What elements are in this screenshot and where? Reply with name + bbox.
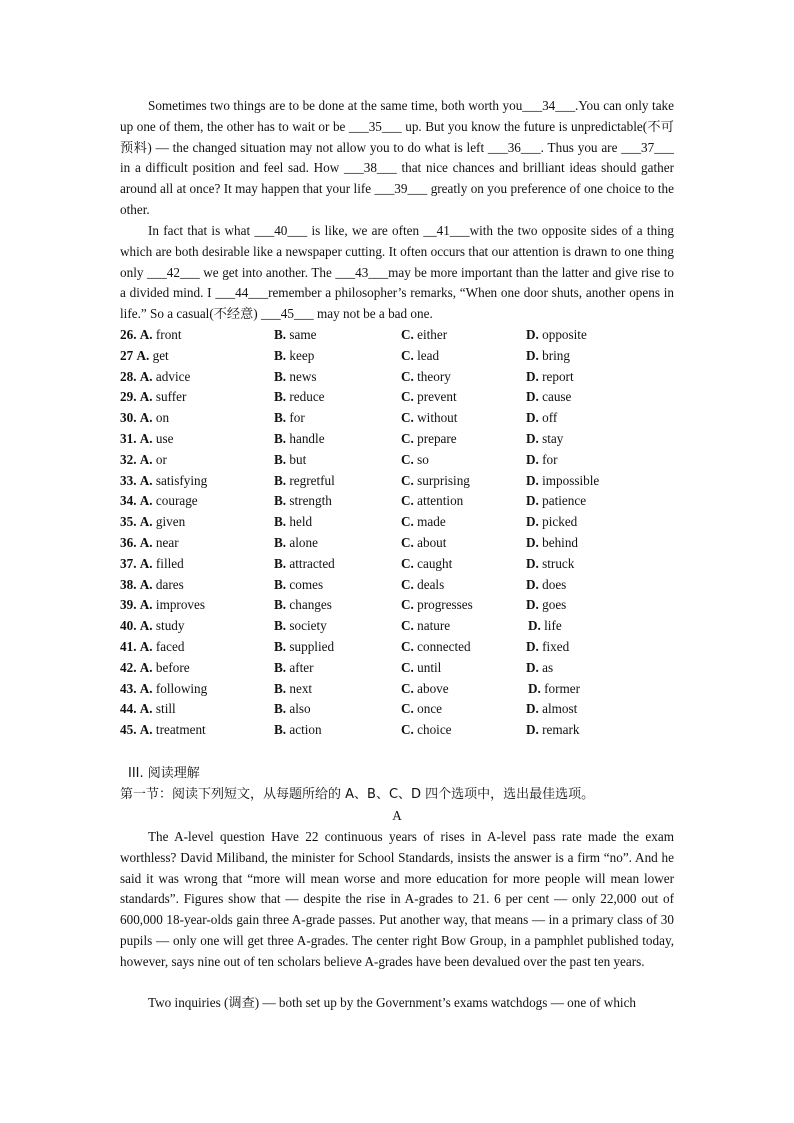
option-b: [274, 450, 306, 471]
cloze-paragraph-1: [120, 96, 674, 221]
option-text: as: [542, 659, 554, 675]
option-letter: D.: [526, 597, 539, 613]
option-text: either: [417, 327, 448, 342]
option-d: [526, 658, 553, 679]
option-text: use: [155, 431, 174, 446]
option-letter: B.: [274, 597, 287, 613]
option-text: fixed: [542, 639, 570, 654]
question-number: 35.: [120, 514, 137, 530]
question-number: 40.: [120, 618, 137, 634]
question-number: 36.: [120, 535, 137, 550]
option-d: [528, 679, 580, 700]
option-text: so: [417, 451, 429, 467]
option-text: for: [289, 410, 305, 426]
option-text: opposite: [542, 327, 587, 342]
option-letter: D.: [526, 347, 539, 363]
question-row: [120, 408, 680, 429]
option-letter: A.: [139, 493, 153, 509]
option-letter: C.: [401, 618, 414, 634]
option-letter: B.: [274, 431, 287, 446]
option-text: courage: [155, 493, 198, 509]
option-text: supplied: [289, 639, 335, 654]
option-text: impossible: [542, 472, 600, 488]
option-a: [120, 429, 174, 450]
option-text: next: [289, 680, 313, 696]
option-letter: A.: [139, 618, 153, 634]
option-letter: C.: [401, 555, 414, 571]
option-d: [528, 616, 562, 637]
option-b: [274, 575, 323, 596]
question-number: 42.: [120, 659, 137, 675]
option-letter: B.: [274, 722, 287, 738]
option-a: [120, 491, 198, 512]
option-d: [526, 367, 574, 388]
option-letter: D.: [526, 535, 539, 550]
option-letter: D.: [526, 368, 539, 384]
cloze-paragraph-1-text: Sometimes two things are to be done at the same time, both worth you___34___.You can only take up one of them, the other has to wait or be ___35___ up. But you know the future is unpredictable(不可预料) — the changed situation may not allow you to do what is left ___36___. Thus you are ___37___ in a difficult position and feel sad. How ___38___ that nice chances and brilliant ideas should gather around all at once? It may happen that your life ___39___ greatly on you preference of one choice to the other.: [120, 98, 674, 217]
question-number: 37.: [120, 555, 137, 571]
option-c: [401, 346, 439, 367]
option-text: held: [289, 514, 313, 530]
option-text: following: [155, 680, 208, 696]
option-text: attracted: [289, 555, 335, 571]
option-text: changes: [289, 597, 332, 613]
option-text: same: [289, 327, 317, 342]
option-c: [401, 512, 446, 533]
option-a: [120, 554, 184, 575]
reading-paragraph-1-text: The A-level question Have 22 continuous years of rises in A-level pass rate made the exam worthless? David Miliband, the minister for School Standards, insists the answer is a firm “no”. And he said it was wrong that “more will mean worse and more education for more people will mean lower standards”. Figures show that — despite the rise in A-grades to 21. 6 per cent — only 22,000 out of 600,000 18-year-olds gain three A-grade passes. Put another way, that means — in a primary class of 30 pupils — only one will get three A-grades. The center right Bow Group, in a pamphlet published today, however, says nine out of ten scholars believe A-grades have been devalued over the past ten years.: [120, 829, 674, 969]
option-d: [526, 595, 566, 616]
cloze-paragraph-2-text: In fact that is what ___40___ is like, we are often __41___with the two opposite sides of a thing which are both desirable like a newspaper cutting. It often occurs that our attention is drawn to one thing only ___42___ we get into another. The ___43___may be more important than the latter and give rise to a divided mind. I ___44___remember a philosopher’s remarks, “When one door shuts, another opens in life.” So a casual(不经意) ___45___ may not be a bad one.: [120, 223, 674, 322]
option-letter: D.: [526, 576, 539, 592]
question-row: [120, 679, 680, 700]
passage-label: A: [392, 808, 402, 823]
option-letter: A.: [136, 347, 150, 363]
option-letter: C.: [401, 327, 414, 342]
option-letter: A.: [139, 722, 153, 738]
option-text: dares: [155, 576, 184, 592]
reading-paragraph-2: [120, 993, 674, 1014]
option-letter: C.: [401, 639, 414, 654]
option-d: [526, 408, 557, 429]
option-letter: C.: [401, 597, 414, 613]
option-letter: C.: [401, 451, 414, 467]
option-letter: D.: [526, 659, 539, 675]
option-d: [526, 575, 566, 596]
option-c: [401, 450, 429, 471]
option-d: [526, 471, 599, 492]
option-a: [120, 616, 184, 637]
question-row: [120, 450, 680, 471]
option-letter: D.: [526, 431, 539, 446]
option-a: [120, 408, 169, 429]
option-text: on: [155, 410, 170, 426]
question-row: [120, 512, 680, 533]
option-letter: A.: [139, 368, 153, 384]
option-letter: B.: [274, 410, 287, 426]
question-number: 27: [120, 347, 134, 363]
reading-paragraph-1: [120, 827, 674, 973]
option-b: [274, 512, 312, 533]
option-text: progresses: [417, 597, 473, 613]
option-letter: B.: [274, 327, 287, 342]
question-row: [120, 699, 680, 720]
option-letter: C.: [401, 472, 414, 488]
option-letter: A.: [139, 389, 153, 405]
option-letter: B.: [274, 389, 287, 405]
option-letter: A.: [139, 472, 153, 488]
option-text: deals: [417, 576, 445, 592]
option-c: [401, 679, 449, 700]
option-text: still: [155, 701, 176, 717]
option-d: [526, 346, 570, 367]
option-text: caught: [417, 555, 453, 571]
option-letter: A.: [139, 555, 153, 571]
option-letter: A.: [139, 431, 153, 446]
question-number: 38.: [120, 576, 137, 592]
option-text: strength: [289, 493, 332, 509]
option-text: until: [417, 659, 442, 675]
option-letter: A.: [139, 701, 153, 717]
option-c: [401, 429, 457, 450]
option-c: [401, 471, 470, 492]
option-letter: D.: [526, 514, 539, 530]
option-text: action: [289, 722, 322, 738]
option-text: struck: [542, 555, 575, 571]
option-letter: C.: [401, 493, 414, 509]
option-text: improves: [155, 597, 205, 613]
question-number: 39.: [120, 597, 137, 613]
option-a: [120, 720, 206, 741]
reading-paragraph-2-text: Two inquiries (调查) — both set up by the Government’s exams watchdogs — one of which: [148, 995, 637, 1010]
option-c: [401, 554, 452, 575]
option-text: nature: [417, 618, 451, 634]
option-text: off: [542, 410, 558, 426]
option-letter: D.: [528, 680, 541, 696]
option-a: [120, 533, 179, 554]
question-number: 29.: [120, 389, 137, 405]
question-row: [120, 346, 680, 367]
question-number: 34.: [120, 493, 137, 509]
option-letter: A.: [139, 535, 153, 550]
option-letter: B.: [274, 368, 287, 384]
option-letter: B.: [274, 639, 287, 654]
option-c: [401, 616, 450, 637]
option-text: treatment: [155, 722, 206, 738]
option-text: alone: [289, 535, 318, 550]
option-b: [274, 720, 322, 741]
option-c: [401, 595, 473, 616]
option-text: surprising: [417, 472, 470, 488]
option-letter: B.: [274, 347, 287, 363]
option-letter: D.: [526, 410, 539, 426]
option-a: [120, 595, 205, 616]
option-letter: C.: [401, 576, 414, 592]
option-c: [401, 325, 447, 346]
option-text: picked: [542, 514, 578, 530]
option-text: attention: [417, 493, 464, 509]
option-text: study: [155, 618, 185, 634]
option-a: [120, 575, 184, 596]
option-letter: D.: [526, 701, 539, 717]
option-c: [401, 367, 451, 388]
option-text: for: [542, 451, 558, 467]
option-a: [120, 325, 182, 346]
option-b: [274, 595, 332, 616]
option-letter: B.: [274, 535, 287, 550]
option-letter: C.: [401, 680, 414, 696]
question-number: 30.: [120, 410, 137, 426]
option-letter: B.: [274, 618, 287, 634]
question-row: [120, 720, 680, 741]
option-text: prepare: [417, 431, 457, 446]
question-number: 31.: [120, 431, 137, 446]
option-text: advice: [155, 368, 191, 384]
option-text: front: [155, 327, 182, 342]
option-b: [274, 429, 325, 450]
option-text: given: [155, 514, 186, 530]
option-text: reduce: [289, 389, 325, 405]
option-letter: B.: [274, 493, 287, 509]
option-a: [120, 679, 207, 700]
option-letter: B.: [274, 451, 287, 467]
question-number: 28.: [120, 368, 137, 384]
option-text: theory: [417, 368, 451, 384]
question-number: 43.: [120, 680, 137, 696]
option-text: without: [417, 410, 458, 426]
option-letter: A.: [139, 680, 153, 696]
option-letter: C.: [401, 514, 414, 530]
option-text: former: [544, 680, 581, 696]
option-letter: D.: [526, 451, 539, 467]
question-row: [120, 616, 680, 637]
section-title: III. 阅读理解: [128, 766, 200, 781]
option-text: society: [289, 618, 327, 634]
option-letter: B.: [274, 680, 287, 696]
option-text: about: [417, 535, 447, 550]
option-text: comes: [289, 576, 324, 592]
option-d: [526, 554, 574, 575]
option-letter: A.: [139, 576, 153, 592]
question-number: 32.: [120, 451, 137, 467]
option-d: [526, 387, 571, 408]
option-letter: A.: [139, 410, 153, 426]
option-letter: D.: [526, 639, 539, 654]
option-a: [120, 637, 184, 658]
question-row: [120, 471, 680, 492]
option-a: [120, 387, 186, 408]
option-d: [526, 450, 558, 471]
option-c: [401, 699, 442, 720]
question-row: [120, 658, 680, 679]
option-a: [120, 450, 167, 471]
option-d: [526, 699, 577, 720]
option-d: [526, 533, 578, 554]
option-a: [120, 471, 207, 492]
option-d: [526, 637, 569, 658]
option-text: news: [289, 368, 317, 384]
option-b: [274, 616, 327, 637]
option-letter: A.: [139, 659, 153, 675]
option-b: [274, 679, 312, 700]
question-number: 45.: [120, 722, 137, 738]
option-letter: A.: [139, 597, 153, 613]
option-a: [120, 512, 185, 533]
option-letter: C.: [401, 368, 414, 384]
question-row: [120, 554, 680, 575]
option-c: [401, 491, 463, 512]
option-c: [401, 637, 471, 658]
option-b: [274, 408, 305, 429]
option-b: [274, 346, 314, 367]
question-number: 44.: [120, 701, 137, 717]
option-c: [401, 720, 452, 741]
question-row: [120, 491, 680, 512]
question-row: [120, 367, 680, 388]
option-letter: A.: [139, 327, 153, 342]
option-c: [401, 575, 444, 596]
option-text: suffer: [155, 389, 187, 405]
question-row: [120, 387, 680, 408]
question-row: [120, 575, 680, 596]
option-letter: D.: [526, 555, 539, 571]
option-text: filled: [155, 555, 184, 571]
option-b: [274, 367, 317, 388]
option-text: before: [155, 659, 190, 675]
option-letter: B.: [274, 472, 287, 488]
option-text: behind: [542, 535, 579, 550]
option-c: [401, 658, 441, 679]
option-text: once: [417, 701, 443, 717]
option-text: get: [152, 347, 169, 363]
option-b: [274, 471, 335, 492]
question-number: 33.: [120, 472, 137, 488]
option-b: [274, 533, 318, 554]
question-row: [120, 325, 680, 346]
option-b: [274, 658, 314, 679]
option-letter: C.: [401, 535, 414, 550]
section-instruction: 第一节：阅读下列短文，从每题所给的 A、B、C、D 四个选项中，选出最佳选项。: [120, 787, 595, 802]
option-b: [274, 387, 325, 408]
option-letter: C.: [401, 410, 414, 426]
option-letter: C.: [401, 389, 414, 405]
option-letter: D.: [526, 493, 539, 509]
option-text: connected: [417, 639, 471, 654]
option-text: regretful: [289, 472, 335, 488]
option-letter: A.: [139, 639, 153, 654]
option-text: made: [417, 514, 446, 530]
option-c: [401, 533, 446, 554]
option-text: does: [542, 576, 567, 592]
option-d: [526, 512, 577, 533]
option-d: [526, 429, 563, 450]
option-text: after: [289, 659, 314, 675]
option-text: remark: [542, 722, 580, 738]
option-b: [274, 491, 332, 512]
option-text: stay: [542, 431, 564, 446]
option-text: keep: [289, 347, 315, 363]
option-letter: D.: [526, 722, 539, 738]
cloze-paragraph-2: [120, 221, 674, 325]
option-b: [274, 637, 334, 658]
option-letter: A.: [139, 451, 153, 467]
question-row: [120, 595, 680, 616]
option-text: above: [417, 680, 449, 696]
option-text: bring: [542, 347, 570, 363]
option-a: [120, 658, 190, 679]
option-letter: B.: [274, 701, 287, 717]
question-row: [120, 533, 680, 554]
option-letter: C.: [401, 701, 414, 717]
option-letter: D.: [528, 618, 541, 634]
option-d: [526, 491, 586, 512]
option-d: [526, 325, 587, 346]
option-text: choice: [417, 722, 452, 738]
option-c: [401, 408, 457, 429]
option-text: lead: [417, 347, 440, 363]
option-text: life: [544, 618, 562, 634]
option-letter: B.: [274, 555, 287, 571]
option-letter: D.: [526, 327, 539, 342]
option-text: near: [155, 535, 179, 550]
option-letter: C.: [401, 347, 414, 363]
option-text: satisfying: [155, 472, 208, 488]
option-a: [120, 346, 169, 367]
question-row: [120, 429, 680, 450]
option-b: [274, 554, 335, 575]
option-letter: A.: [139, 514, 153, 530]
option-text: handle: [289, 431, 325, 446]
question-row: [120, 637, 680, 658]
option-letter: D.: [526, 472, 539, 488]
option-letter: C.: [401, 431, 414, 446]
option-text: also: [289, 701, 311, 717]
option-d: [526, 720, 579, 741]
option-text: goes: [542, 597, 567, 613]
option-a: [120, 699, 176, 720]
option-text: prevent: [417, 389, 457, 405]
option-letter: B.: [274, 659, 287, 675]
option-text: almost: [542, 701, 578, 717]
question-number: 26.: [120, 327, 137, 342]
option-text: report: [542, 368, 574, 384]
option-letter: D.: [526, 389, 539, 405]
option-text: patience: [542, 493, 587, 509]
option-letter: B.: [274, 514, 287, 530]
option-b: [274, 699, 311, 720]
option-letter: C.: [401, 659, 414, 675]
option-text: or: [155, 451, 167, 467]
option-letter: C.: [401, 722, 414, 738]
option-text: but: [289, 451, 307, 467]
option-letter: B.: [274, 576, 287, 592]
option-text: cause: [542, 389, 572, 405]
question-number: 41.: [120, 639, 137, 654]
option-c: [401, 387, 457, 408]
option-text: faced: [155, 639, 185, 654]
option-a: [120, 367, 190, 388]
option-b: [274, 325, 317, 346]
